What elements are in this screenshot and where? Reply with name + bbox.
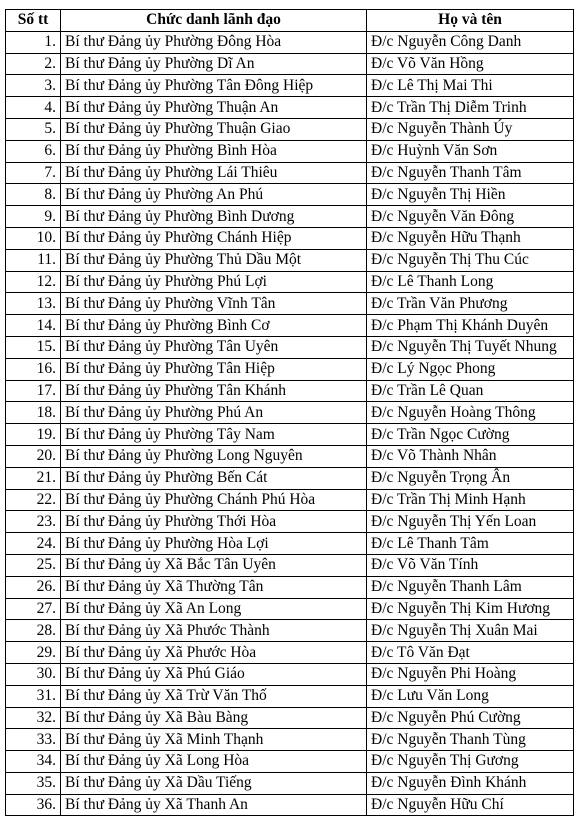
row-person-name: Đ/c Nguyễn Thị Kim Hương <box>367 598 574 620</box>
row-position-title: Bí thư Đảng ủy Phường Long Nguyên <box>61 445 367 467</box>
row-person-name: Đ/c Nguyễn Thanh Tâm <box>367 162 574 184</box>
row-person-name: Đ/c Phạm Thị Khánh Duyên <box>367 315 574 337</box>
row-number: 20. <box>6 445 61 467</box>
row-position-title: Bí thư Đảng ủy Xã Thường Tân <box>61 576 367 598</box>
row-number: 17. <box>6 380 61 402</box>
row-position-title: Bí thư Đảng ủy Phường Bình Hòa <box>61 140 367 162</box>
table-body <box>6 31 574 816</box>
row-position-title: Bí thư Đảng ủy Phường Tân Hiệp <box>61 358 367 380</box>
table-row <box>6 227 574 249</box>
table-row <box>6 402 574 424</box>
row-position-title: Bí thư Đảng ủy Phường Bình Cơ <box>61 315 367 337</box>
row-position-title: Bí thư Đảng ủy Xã An Long <box>61 598 367 620</box>
row-number: 24. <box>6 533 61 555</box>
row-number: 1. <box>6 31 61 53</box>
row-person-name: Đ/c Lê Thanh Tâm <box>367 533 574 555</box>
header-stt: Số tt <box>6 10 61 32</box>
row-person-name: Đ/c Nguyễn Đình Khánh <box>367 772 574 794</box>
row-number: 22. <box>6 489 61 511</box>
row-position-title: Bí thư Đảng ủy Phường Thủ Dầu Một <box>61 249 367 271</box>
row-position-title: Bí thư Đảng ủy Phường Tây Nam <box>61 424 367 446</box>
table-row <box>6 184 574 206</box>
row-number: 7. <box>6 162 61 184</box>
row-position-title: Bí thư Đảng ủy Phường An Phú <box>61 184 367 206</box>
row-person-name: Đ/c Lê Thanh Long <box>367 271 574 293</box>
row-person-name: Đ/c Tô Văn Đạt <box>367 642 574 664</box>
table-row <box>6 511 574 533</box>
row-person-name: Đ/c Lý Ngọc Phong <box>367 358 574 380</box>
row-position-title: Bí thư Đảng ủy Xã Thanh An <box>61 794 367 816</box>
table-row <box>6 620 574 642</box>
row-position-title: Bí thư Đảng ủy Xã Dầu Tiếng <box>61 772 367 794</box>
table-row <box>6 751 574 773</box>
row-number: 29. <box>6 642 61 664</box>
row-position-title: Bí thư Đảng ủy Phường Thới Hòa <box>61 511 367 533</box>
row-person-name: Đ/c Nguyễn Phi Hoàng <box>367 663 574 685</box>
row-number: 36. <box>6 794 61 816</box>
table-row <box>6 707 574 729</box>
row-number: 6. <box>6 140 61 162</box>
row-position-title: Bí thư Đảng ủy Xã Long Hòa <box>61 751 367 773</box>
table-row <box>6 663 574 685</box>
row-number: 27. <box>6 598 61 620</box>
row-person-name: Đ/c Nguyễn Thị Yến Loan <box>367 511 574 533</box>
row-position-title: Bí thư Đảng ủy Xã Phước Thành <box>61 620 367 642</box>
row-number: 10. <box>6 227 61 249</box>
row-position-title: Bí thư Đảng ủy Phường Chánh Phú Hòa <box>61 489 367 511</box>
row-number: 34. <box>6 751 61 773</box>
row-number: 32. <box>6 707 61 729</box>
row-position-title: Bí thư Đảng ủy Xã Bắc Tân Uyên <box>61 554 367 576</box>
table-row <box>6 336 574 358</box>
table-row <box>6 554 574 576</box>
row-person-name: Đ/c Nguyễn Thị Gương <box>367 751 574 773</box>
row-position-title: Bí thư Đảng ủy Phường Tân Đông Hiệp <box>61 75 367 97</box>
row-position-title: Bí thư Đảng ủy Xã Trừ Văn Thố <box>61 685 367 707</box>
row-person-name: Đ/c Nguyễn Hữu Chí <box>367 794 574 816</box>
row-person-name: Đ/c Nguyễn Phú Cường <box>367 707 574 729</box>
row-person-name: Đ/c Nguyễn Hữu Thạnh <box>367 227 574 249</box>
table-row <box>6 249 574 271</box>
table-row <box>6 642 574 664</box>
leaders-table <box>5 9 574 816</box>
row-position-title: Bí thư Đảng ủy Phường Bến Cát <box>61 467 367 489</box>
row-person-name: Đ/c Trần Thị Minh Hạnh <box>367 489 574 511</box>
row-number: 9. <box>6 206 61 228</box>
row-number: 5. <box>6 118 61 140</box>
row-position-title: Bí thư Đảng ủy Phường Bình Dương <box>61 206 367 228</box>
row-person-name: Đ/c Lưu Văn Long <box>367 685 574 707</box>
row-position-title: Bí thư Đảng ủy Xã Phú Giáo <box>61 663 367 685</box>
table-row <box>6 598 574 620</box>
row-person-name: Đ/c Nguyễn Thị Thu Cúc <box>367 249 574 271</box>
row-number: 8. <box>6 184 61 206</box>
row-number: 25. <box>6 554 61 576</box>
header-title: Chức danh lãnh đạo <box>61 10 367 32</box>
row-person-name: Đ/c Nguyễn Thị Hiền <box>367 184 574 206</box>
row-person-name: Đ/c Nguyễn Thanh Lâm <box>367 576 574 598</box>
row-person-name: Đ/c Nguyễn Trọng Ân <box>367 467 574 489</box>
row-number: 2. <box>6 53 61 75</box>
row-number: 18. <box>6 402 61 424</box>
table-row <box>6 358 574 380</box>
table-row <box>6 772 574 794</box>
table-row <box>6 206 574 228</box>
row-number: 4. <box>6 97 61 119</box>
row-person-name: Đ/c Võ Văn Hồng <box>367 53 574 75</box>
table-row <box>6 794 574 816</box>
row-number: 16. <box>6 358 61 380</box>
row-position-title: Bí thư Đảng ủy Phường Đông Hòa <box>61 31 367 53</box>
row-number: 23. <box>6 511 61 533</box>
row-person-name: Đ/c Nguyễn Thành Úy <box>367 118 574 140</box>
row-number: 21. <box>6 467 61 489</box>
row-position-title: Bí thư Đảng ủy Phường Vĩnh Tân <box>61 293 367 315</box>
row-position-title: Bí thư Đảng ủy Phường Phú An <box>61 402 367 424</box>
row-person-name: Đ/c Nguyễn Thanh Tùng <box>367 729 574 751</box>
table-row <box>6 140 574 162</box>
table-row <box>6 533 574 555</box>
row-number: 3. <box>6 75 61 97</box>
row-position-title: Bí thư Đảng ủy Phường Thuận An <box>61 97 367 119</box>
table-row <box>6 162 574 184</box>
row-position-title: Bí thư Đảng ủy Phường Phú Lợi <box>61 271 367 293</box>
row-position-title: Bí thư Đảng ủy Phường Dĩ An <box>61 53 367 75</box>
table-header-row <box>6 10 574 32</box>
row-position-title: Bí thư Đảng ủy Phường Tân Khánh <box>61 380 367 402</box>
table-row <box>6 271 574 293</box>
row-person-name: Đ/c Trần Lê Quan <box>367 380 574 402</box>
row-number: 30. <box>6 663 61 685</box>
row-person-name: Đ/c Nguyễn Hoàng Thông <box>367 402 574 424</box>
table-row <box>6 315 574 337</box>
row-position-title: Bí thư Đảng ủy Phường Lái Thiêu <box>61 162 367 184</box>
row-number: 33. <box>6 729 61 751</box>
row-number: 35. <box>6 772 61 794</box>
table-row <box>6 467 574 489</box>
row-position-title: Bí thư Đảng ủy Xã Minh Thạnh <box>61 729 367 751</box>
row-number: 26. <box>6 576 61 598</box>
row-person-name: Đ/c Trần Văn Phương <box>367 293 574 315</box>
table-row <box>6 380 574 402</box>
row-person-name: Đ/c Võ Thành Nhân <box>367 445 574 467</box>
row-position-title: Bí thư Đảng ủy Phường Hòa Lợi <box>61 533 367 555</box>
row-person-name: Đ/c Huỳnh Văn Sơn <box>367 140 574 162</box>
row-position-title: Bí thư Đảng ủy Phường Chánh Hiệp <box>61 227 367 249</box>
row-number: 28. <box>6 620 61 642</box>
table-row <box>6 729 574 751</box>
row-person-name: Đ/c Trần Thị Diễm Trinh <box>367 97 574 119</box>
row-position-title: Bí thư Đảng ủy Xã Bàu Bàng <box>61 707 367 729</box>
header-name: Họ và tên <box>367 10 574 32</box>
row-position-title: Bí thư Đảng ủy Phường Thuận Giao <box>61 118 367 140</box>
table-row <box>6 445 574 467</box>
table-row <box>6 31 574 53</box>
row-person-name: Đ/c Nguyễn Thị Xuân Mai <box>367 620 574 642</box>
row-position-title: Bí thư Đảng ủy Xã Phước Hòa <box>61 642 367 664</box>
row-position-title: Bí thư Đảng ủy Phường Tân Uyên <box>61 336 367 358</box>
table-row <box>6 97 574 119</box>
row-person-name: Đ/c Nguyễn Thị Tuyết Nhung <box>367 336 574 358</box>
row-number: 13. <box>6 293 61 315</box>
row-person-name: Đ/c Nguyễn Văn Đông <box>367 206 574 228</box>
table-row <box>6 293 574 315</box>
table-row <box>6 53 574 75</box>
table-row <box>6 489 574 511</box>
row-person-name: Đ/c Trần Ngọc Cường <box>367 424 574 446</box>
row-number: 15. <box>6 336 61 358</box>
row-number: 11. <box>6 249 61 271</box>
row-person-name: Đ/c Nguyễn Công Danh <box>367 31 574 53</box>
row-number: 12. <box>6 271 61 293</box>
row-person-name: Đ/c Lê Thị Mai Thi <box>367 75 574 97</box>
table-row <box>6 424 574 446</box>
row-person-name: Đ/c Võ Văn Tính <box>367 554 574 576</box>
row-number: 19. <box>6 424 61 446</box>
row-number: 31. <box>6 685 61 707</box>
table-row <box>6 576 574 598</box>
table-row <box>6 685 574 707</box>
table-row <box>6 75 574 97</box>
row-number: 14. <box>6 315 61 337</box>
table-row <box>6 118 574 140</box>
